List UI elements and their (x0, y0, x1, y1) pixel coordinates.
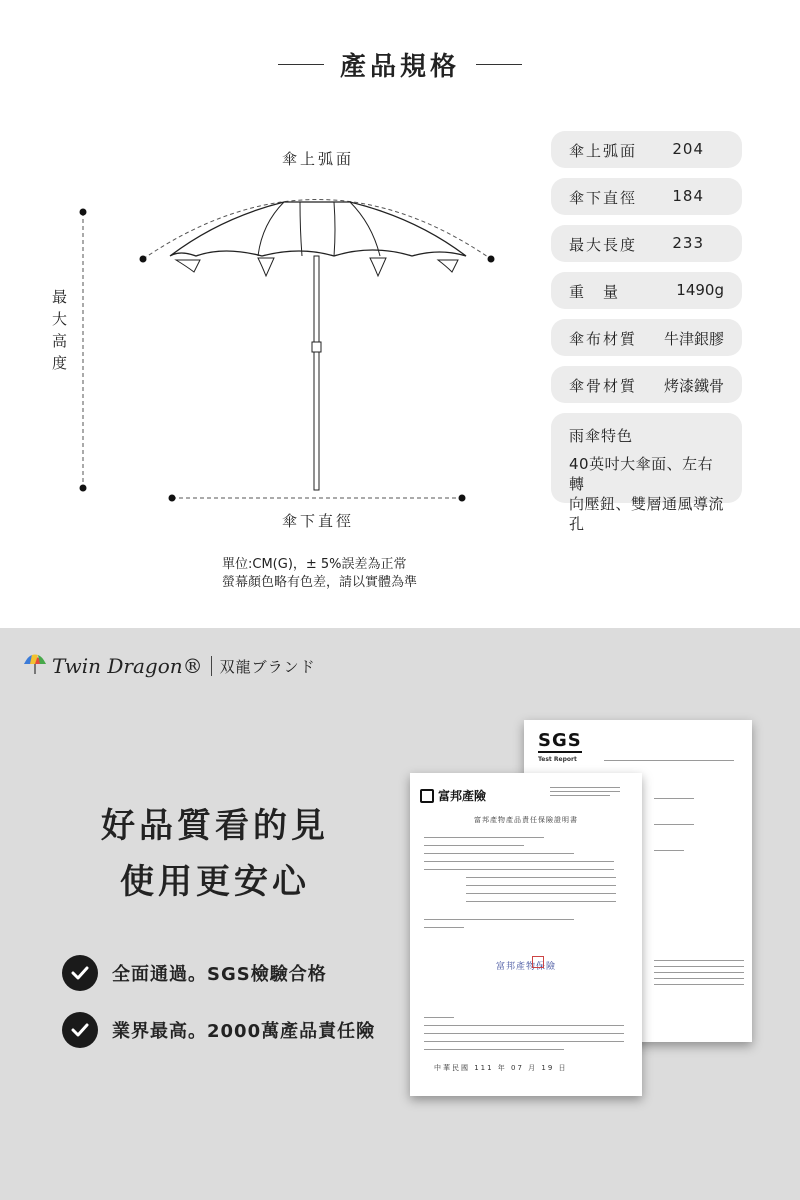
spec-value: 184 (672, 187, 704, 205)
insurance-certificate-document (410, 773, 642, 1096)
umbrella-diagram (0, 120, 540, 610)
diagram-bottom-label: 傘下直徑 (282, 512, 355, 530)
note-line: 單位:CM(G)，± 5%誤差為正常 (222, 557, 407, 572)
spec-title-wrap (0, 44, 800, 84)
spec-value: 204 (672, 140, 704, 158)
brand-divider (211, 656, 212, 676)
spec-value: 烤漆鐵骨 (663, 377, 724, 395)
spec-notes (222, 556, 417, 592)
spec-feature-line: 40英吋大傘面、左右轉 (569, 455, 714, 493)
spec-row (551, 272, 742, 309)
brand (22, 648, 316, 684)
spec-key: 最大長度 (569, 236, 638, 254)
certificate-date: 中華民國 111 年 07 月 19 日 (434, 1064, 568, 1072)
fubon-logo (420, 787, 486, 804)
spec-feature-key: 雨傘特色 (569, 427, 634, 445)
spec-feature-line: 向壓鈕、雙層通風導流孔 (569, 495, 725, 533)
note-line: 螢幕顏色略有色差，請以實體為準 (222, 575, 418, 590)
spec-row (551, 225, 742, 262)
signature-stamp: 富邦產物保險 (496, 962, 557, 972)
bullet-text: 全面通過。SGS檢驗合格 (112, 964, 327, 985)
spec-row (551, 131, 742, 168)
spec-table (551, 131, 742, 533)
page-title: 產品規格 (339, 51, 460, 82)
spec-row (551, 178, 742, 215)
spec-key: 重 量 (569, 283, 621, 301)
quality-section (0, 628, 800, 1200)
brand-logo-text: Twin Dragon® (52, 654, 203, 678)
sgs-report-header: Test Report (538, 756, 577, 763)
sgs-logo: SGS (538, 730, 582, 751)
diagram-top-label: 傘上弧面 (282, 150, 355, 168)
spec-key: 傘下直徑 (569, 189, 638, 207)
spec-row (551, 319, 742, 356)
diagram-side-label: 最大高度 (52, 288, 68, 372)
red-seal (532, 956, 544, 968)
check-icon (62, 955, 98, 991)
spec-value: 233 (672, 234, 704, 252)
bullet-item (62, 1010, 375, 1050)
spec-value: 1490g (676, 281, 724, 299)
spec-feature-box (551, 413, 742, 533)
spec-key: 傘骨材質 (569, 377, 638, 395)
headline (80, 798, 350, 910)
title-divider-right (476, 64, 522, 65)
fubon-mark-icon (420, 789, 434, 803)
spec-key: 傘布材質 (569, 330, 638, 348)
certificate-title: 富邦產物產品責任保險證明書 (474, 816, 578, 824)
spec-row (551, 366, 742, 403)
bullet-text: 業界最高。2000萬產品責任險 (112, 1021, 376, 1042)
spec-key: 傘上弧面 (569, 142, 638, 160)
title-divider-left (278, 64, 324, 65)
brand-subtitle: 双龍ブランド (219, 657, 316, 676)
umbrella-logo-icon (22, 652, 48, 680)
headline-line: 使用更安心 (120, 862, 310, 902)
spec-value: 牛津銀膠 (663, 330, 724, 348)
check-icon (62, 1012, 98, 1048)
umbrella-illustration (0, 120, 540, 610)
bullet-item (62, 953, 327, 993)
fubon-logo-text: 富邦產險 (438, 789, 487, 803)
headline-line: 好品質看的見 (101, 806, 329, 846)
